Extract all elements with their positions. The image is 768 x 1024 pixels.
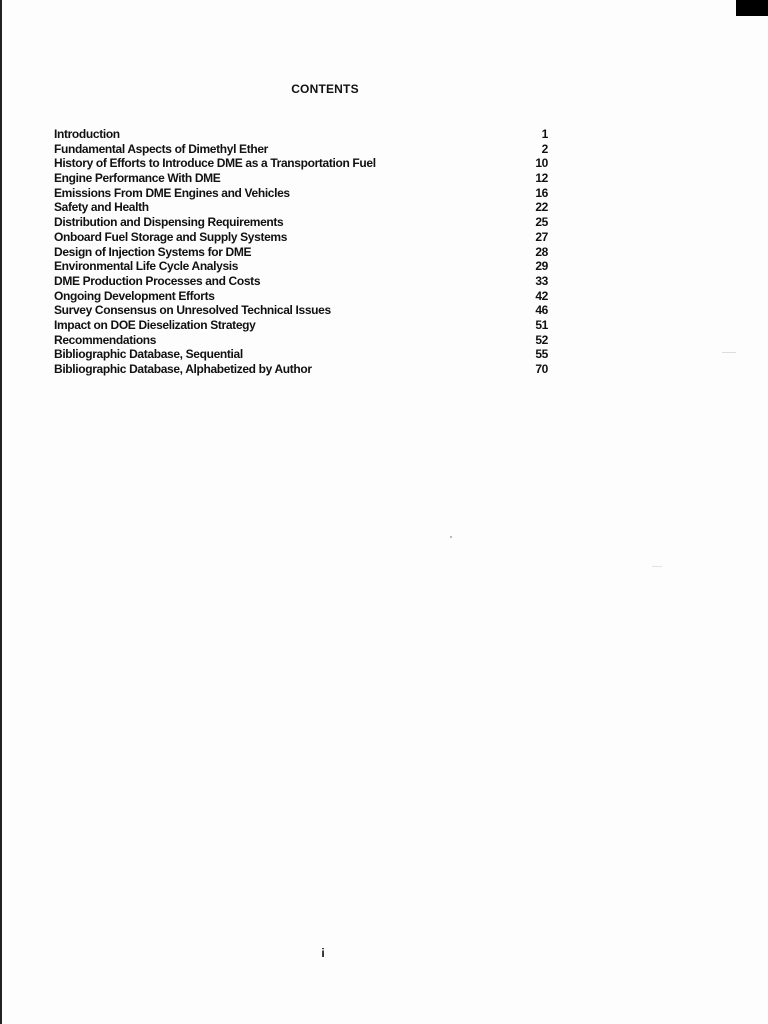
toc-entry-page: 16	[535, 185, 548, 200]
toc-row	[54, 289, 548, 304]
toc-row	[54, 156, 548, 171]
toc-row	[54, 230, 548, 245]
toc-entry-title: Bibliographic Database, Sequential	[54, 347, 243, 362]
toc-entry-title: Introduction	[54, 127, 120, 141]
toc-entry-title: Emissions From DME Engines and Vehicles	[54, 185, 290, 200]
toc-row	[54, 171, 548, 186]
toc-entry-page: 42	[535, 288, 548, 303]
toc-entry-page: 70	[535, 362, 548, 376]
toc-entry-title: Ongoing Development Efforts	[54, 288, 215, 303]
toc-entry-page: 52	[535, 332, 548, 347]
page-left-edge	[0, 0, 2, 1024]
toc-entry-title: Environmental Life Cycle Analysis	[54, 259, 239, 274]
toc-entry-page: 51	[535, 317, 548, 332]
toc-entry-title: History of Efforts to Introduce DME as a Transportation Fuel	[54, 156, 376, 171]
table-of-contents	[54, 127, 548, 377]
toc-entry-page: 28	[535, 244, 548, 259]
toc-entry-page: 27	[535, 229, 548, 244]
toc-row	[54, 200, 548, 215]
toc-entry-title: Design of Injection Systems for DME	[54, 244, 252, 259]
toc-row	[54, 142, 548, 157]
toc-entry-page: 1	[541, 127, 548, 141]
toc-row	[54, 186, 548, 201]
page-title: CONTENTS	[291, 82, 359, 96]
toc-row	[54, 303, 548, 318]
toc-row	[54, 347, 548, 362]
toc-entry-page: 12	[535, 171, 548, 186]
toc-entry-page: 29	[535, 259, 548, 274]
toc-entry-page: 33	[535, 273, 548, 288]
toc-row	[54, 333, 548, 348]
corner-scan-mark	[736, 0, 768, 16]
toc-row	[54, 274, 548, 289]
toc-entry-title: Distribution and Dispensing Requirements	[54, 215, 284, 230]
toc-entry-page: 25	[535, 215, 548, 230]
toc-row	[54, 362, 548, 377]
toc-row	[54, 127, 548, 142]
scan-speck	[450, 536, 452, 538]
toc-row	[54, 259, 548, 274]
toc-entry-page: 2	[541, 141, 548, 156]
scan-speck	[722, 352, 736, 353]
toc-entry-title: Impact on DOE Dieselization Strategy	[54, 317, 256, 332]
toc-entry-title: Engine Performance With DME	[54, 171, 221, 186]
toc-entry-page: 46	[535, 303, 548, 318]
scan-speck	[652, 566, 662, 567]
toc-row	[54, 245, 548, 260]
page-number: i	[321, 946, 325, 960]
toc-entry-title: Onboard Fuel Storage and Supply Systems	[54, 229, 288, 244]
toc-entry-page: 10	[535, 156, 548, 171]
toc-row	[54, 318, 548, 333]
toc-entry-title: Fundamental Aspects of Dimethyl Ether	[54, 141, 268, 156]
toc-entry-title: Recommendations	[54, 332, 157, 347]
toc-entry-page: 22	[535, 200, 548, 215]
toc-entry-title: Survey Consensus on Unresolved Technical Issues	[54, 303, 331, 318]
toc-row	[54, 215, 548, 230]
toc-entry-title: Safety and Health	[54, 200, 149, 215]
toc-entry-page: 55	[535, 347, 548, 362]
toc-entry-title: DME Production Processes and Costs	[54, 273, 261, 288]
toc-entry-title: Bibliographic Database, Alphabetized by Author	[54, 362, 312, 376]
